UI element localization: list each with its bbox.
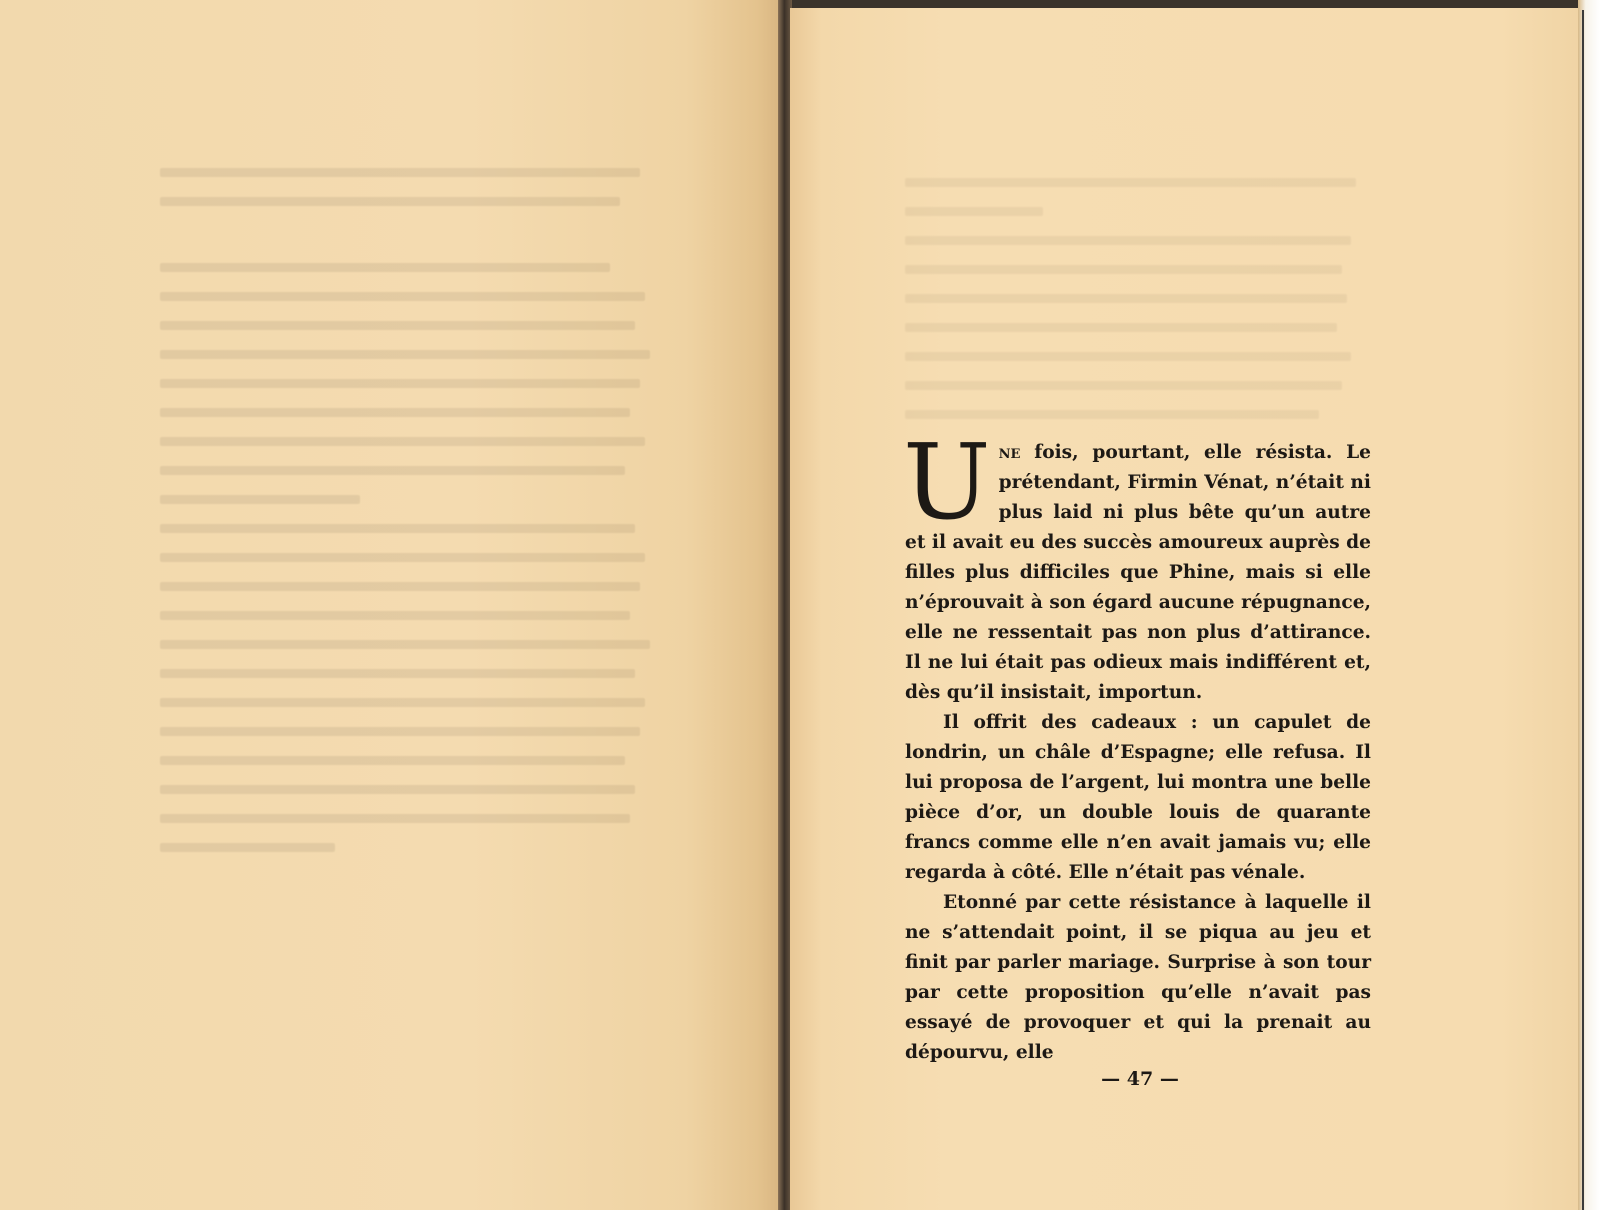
opening-text: fois, pourtant, elle résista. Le prétendant, Firmin Vénat, n’était ni plus laid ni plus bête qu’un autre et il avait eu des succès amoureux auprès de filles plus difficiles que Phine, mais si elle n’éprouvait à son égard aucune répugnance, elle ne ressentait pas non plus d’attirance. Il ne lui était pas odieux mais indifférent et, dès qu’il insistait, importun. — [905, 442, 1371, 703]
opening-small-caps: ne — [998, 442, 1021, 463]
left-page — [0, 0, 780, 1210]
bleed-through-text-right — [905, 178, 1365, 439]
page-number: — 47 — — [1101, 1068, 1179, 1090]
bleed-through-text — [160, 168, 660, 872]
page-text — [903, 421, 1371, 1068]
paragraph-2: Il offrit des cadeaux : un capulet de londrin, un châle d’Espagne; elle refusa. Il lui proposa de l’argent, lui montra une belle pièce d’or, un double louis de quarante francs comme elle n’en avait jamais vu; elle regarda à côté. Elle n’était pas vénale. — [905, 712, 1371, 883]
paragraph-3: Etonné par cette résistance à laquelle il ne s’attendait point, il se piqua au jeu et finit par parler mariage. Surprise à son tour par cette proposition qu’elle n’avait pas essayé de provoquer et qui la prenait au dépourvu, elle — [905, 892, 1371, 1063]
drop-cap: U — [903, 421, 991, 543]
opening-paragraph — [903, 421, 1371, 708]
scan-edge-line — [1582, 10, 1584, 1210]
